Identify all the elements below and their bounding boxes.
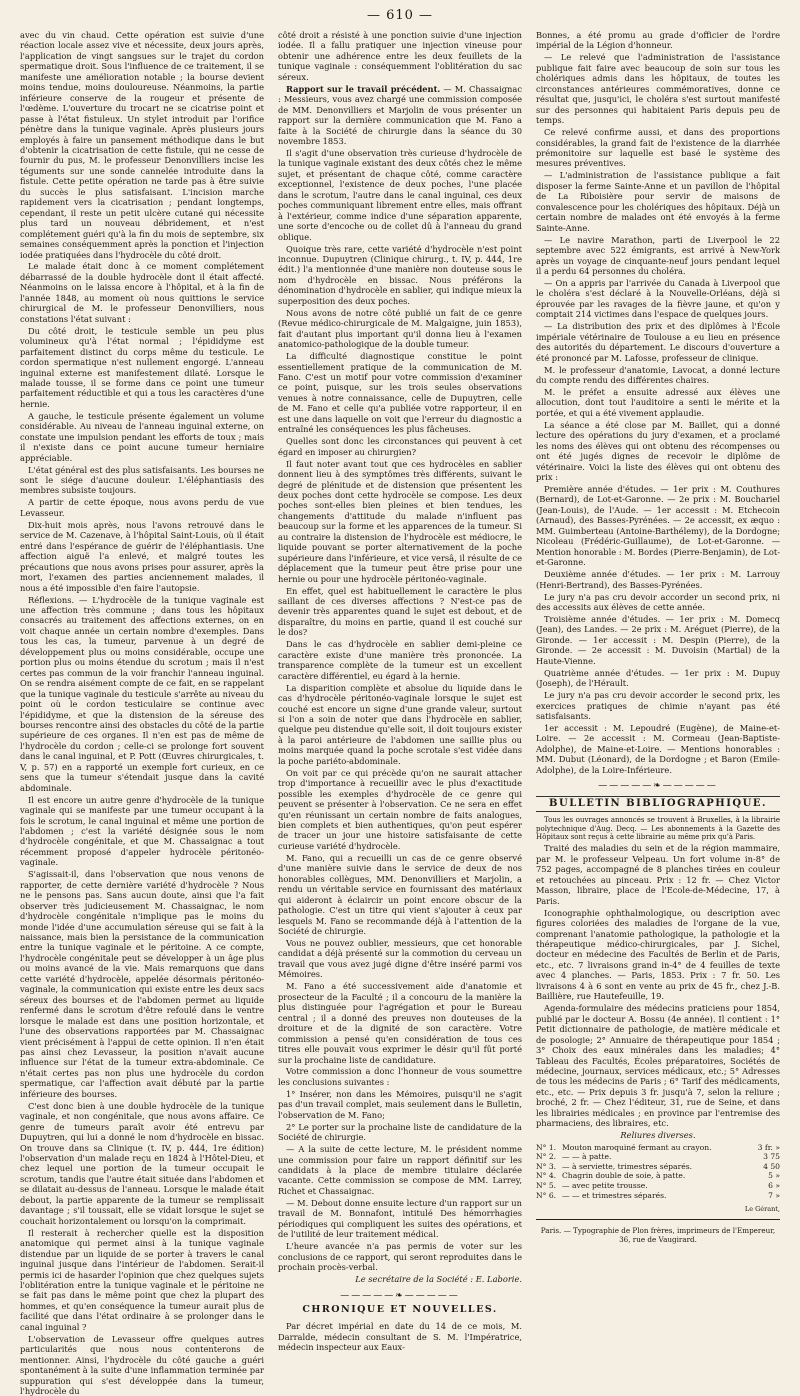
ornament-divider: —————❧————— [340, 1290, 460, 1301]
paragraph: Bonnes, a été promu au grade d'officier de l'ordre impérial de la Légion d'honneur. [536, 30, 780, 51]
paragraph: Par décret impérial en date du 14 de ce mois, M. Darralde, médecin consultant de S. M. l'Impératrice, médecin inspecteur aux Eaux- [278, 1321, 522, 1353]
bulletin-item: Traité des maladies du sein et de la région mammaire, par M. le professeur Velpeau. Un fort volume in-8° de 752 pages, accompagné de 8 planches tirées en couleur et retouchées au pinceau. Prix : 12 fr. — Chez Victor Masson, libraire, place de l'Ecole-de-Médecine, 17, à Paris. [536, 843, 780, 906]
paragraph: S'agissait-il, dans l'observation que nous venons de rapporter, de cette dernière variété d'hydrocèle ? Nous ne le pensons pas. Sans aucun doute, ainsi que l'a fait observer très judicieusement M. Chassaignac, le nom d'hydrocèle congénitale n'implique pas le moins du monde l'idée d'une accumulation séreuse qui se fait à la naissance, mais bien la persistance de la communication entre la tunique vaginale et le péritoine. A ce compte, l'hydrocèle congénitale peut se développer à un âge plus ou moins avancé de la vie. Mais remarquons que dans cette variété d'hydrocèle, appelée désormais péritonéo-vaginale, la communication qui existe entre les deux sacs séreux des bourses et de l'abdomen permet au liquide renfermé dans le scrotum d'être refoulé dans le ventre lorsque le malade est dans une position horizontale, et l'une des observations rapportées par M. Chassaignac vient précisément à l'appui de cette opinion. Il n'en était pas ainsi chez Levasseur, la position n'avait aucune influence sur l'état de la tumeur extra-abdominale. Ce n'était certes pas non plus une hydrocèle du cordon spermatique, car l'affection avait débuté par la partie inférieure des bourses. [20, 869, 264, 1099]
report-text: — M. Chassaignac : Messieurs, vous avez chargé une commission composée de MM. Denonvilliers et Marjolin de vous présenter un rapport sur la dernière communication que M. Fano a faite à la Société de chirurgie dans la séance du 30 novembre 1853. [278, 83, 522, 147]
paragraph: Il resterait à rechercher quelle est la disposition anatomique qui permet ainsi à la tunique vaginale distendue par un liquide de se porter à travers le canal inguinal jusque dans l'intérieur de l'abdomen. Serait-il permis ici de hasarder l'opinion que chez quelques sujets l'oblitération entre la tunique vaginale et le péritoine ne se fait pas dans le même point que chez la plupart des hommes, et qu'en conséquence la tumeur aurait plus de facilité que dans l'état ordinaire à se prolonger dans le canal inguinal ? [20, 1227, 264, 1332]
paragraph: Quatrième année d'études. — 1er prix : M. Dupuy (Joseph), de l'Hérault. [536, 667, 780, 689]
bulletin-note: Tous les ouvrages annoncés se trouvent à Bruxelles, à la librairie polytechnique d'Aug. Decq. — Les abonnements à la Gazette des Hôpitaux sont reçus à cette librairie au même prix qu'à Paris. [536, 816, 780, 842]
gerant-label: Le Gérant, [744, 1205, 780, 1214]
paragraph: côté droit a résisté à une ponction suivie d'une injection iodée. Il a fallu pratiquer une injection vineuse pour obtenir une adhérence entre les deux feuillets de la tunique vaginale : conséquemment l'oblitération du sac séreux. [278, 30, 522, 82]
columns [20, 30, 780, 1396]
divider [536, 1219, 780, 1220]
paragraph: Deuxième année d'études. — 1er prix : M. Larrouy (Henri-Bertrand), des Basses-Pyrénées. [536, 569, 780, 590]
paragraph: Le jury n'a pas cru devoir accorder un second prix, ni des accessits aux élèves de cette année. [536, 591, 780, 613]
column-1 [20, 30, 264, 1396]
paragraph: Ce relevé confirme aussi, et dans des proportions considérables, la grand fait de l'existence de la diarrhée prémonitoire sur laquelle est basé le système des mesures préventives. [536, 127, 780, 169]
paragraph: — M. Debout donne ensuite lecture d'un rapport sur un travail de M. Bonnafont, intitulé Des hémorrhagies périodiques qui compliquent les suites des opérations, et de l'utilité de leur traitement médical. [278, 1197, 522, 1240]
reliures-title: Reliures diverses. [620, 1130, 696, 1141]
paragraph: Il est encore un autre genre d'hydrocèle de la tunique vaginale qui se manifeste par une tumeur occupant à la fois le scrotum, le canal inguinal et même une portion de l'abdomen ; c'est la variété désignée sous le nom d'hydrocèle congénitale, et que M. Chassaignac a tout récemment proposé d'appeler hydrocèle péritonéo-vaginale. [20, 794, 264, 868]
paragraph: C'est donc bien à une double hydrocèle de la tunique vaginale, et non congénitale, que nous avons affaire. Ce genre de tumeurs paraît avoir été entrevu par Dupuytren, qui lui a donné le nom d'hydrocèle en bissac. On trouve dans sa Clinique (t. IV, p. 444, 1re édition) l'observation d'un malade reçu en 1824 à l'Hôtel-Dieu, et chez lequel une portion de la tumeur occupait le scrotum, tandis que l'autre était située dans l'abdomen et se dilatait au-dessus de l'anneau. Lorsque le malade était debout, la partie apparente de la tumeur se remplissait davantage ; s'il toussait, elle se vidait lorsque le sujet se couchait horizontalement ou lorsqu'on la comprimait. [20, 1100, 264, 1226]
column-2 [278, 30, 522, 1353]
paragraph: La disparition complète et absolue du liquide dans le cas d'hydrocèle péritonéo-vaginale lorsque le sujet est couché est encore un signe d'une grande valeur, surtout si l'on a soin de noter que dans l'hydrocèle en sablier, quelque peu distendue qu'elle soit, il doit toujours exister à la paroi antérieure de l'abdomen une saillie plus ou moins marquée quand la poche scrotale s'est vidée dans la poche pariéto-abdominale. [278, 682, 522, 766]
table-row: N° 4. Chagrin double de soie, à patte. 5 » [536, 1171, 780, 1181]
paragraph: M. le professeur d'anatomie, Lavocat, a donné lecture du compte rendu des différentes chaires. [536, 364, 780, 385]
paragraph: Quelles sont donc les circonstances qui peuvent à cet égard en imposer au chirurgien? [278, 436, 522, 457]
ornament-divider: —————❧————— [598, 781, 718, 792]
paragraph: On voit par ce qui précède qu'on ne saurait attacher trop d'importance à recueillir avec le plus d'exactitude possible les exemples d'hydrocèle de ce genre qui peuvent se présenter à l'observation. Ce ne sera en effet qu'en réunissant un certain nombre de faits analogues, bien complets et bien authentiques, qu'on peut espérer de tracer un jour une histoire satisfaisante de cette curieuse variété d'hydrocèle. [278, 767, 522, 851]
paragraph: Vous ne pouvez oublier, messieurs, que cet honorable candidat a déjà présenté sur la commotion du cerveau un travail que vous avez jugé digne d'être inséré parmi vos Mémoires. [278, 938, 522, 980]
paragraph: — On a appris par l'arrivée du Canada à Liverpool que le choléra s'est déclaré à la Nouvelle-Orléans, déjà si éprouvée par les ravages de la fièvre jaune, et qu'on y comptait 214 victimes dans l'espace de quelques jours. [536, 277, 780, 320]
paragraph: Il faut noter avant tout que ces hydrocèles en sablier donnent lieu à des symptômes très différents, suivant le degré de plénitude et de distension que présentent les deux poches dont cette hydrocèle se compose. Les deux poches sont-elles bien pleines et bien tendues, les changements d'attitude du malade n'influent pas beaucoup sur la forme et les apparences de la tumeur. Si au contraire la distension de l'hydrocèle est médiocre, le liquide pouvant se porter alternativement de la poche supérieure dans l'inférieure, et vice versâ, il résulte de ce déplacement que la tumeur peut être prise pour une hernie ou pour une hydrocèle péritonéo-vaginale. [278, 458, 522, 584]
paragraph: avec du vin chaud. Cette opération est suivie d'une réaction locale assez vive et nécessite, deux jours après, l'application de vingt sangsues sur le trajet du cordon spermatique droit. Sous l'influence de ce traitement, il se manifeste une amélioration notable ; la bourse devient moins tendue, moins douloureuse. Néanmoins, la partie inférieure conserve de la rougeur et présente de l'œdème. L'ouverture du trocart ne se cicatrise point et passe à l'état fistuleux. Un stylet introduit par l'orifice pénètre dans la tunique vaginale. Après plusieurs jours employés à faire un pansement méthodique dans le but d'obtenir la cicatrisation de cette fistule, qui ne cesse de fournir du pus, M. le professeur Denonvilliers incise les téguments sur une sonde cannelée introduite dans la fistule. Cette petite opération ne tarde pas à être suivie du succès le plus satisfaisant. L'incision marche rapidement vers la cicatrisation ; pendant longtemps, cependant, il reste un petit ulcère cutané qui nécessite plus tard un nouveau débridement, et n'est complétement guéri qu'à la fin du mois de septembre, six semaines conséquemment après la ponction et l'injection iodée pratiquées dans l'hydrocèle du côté droit. [20, 30, 264, 260]
paragraph: 1° Insérer, non dans les Mémoires, puisqu'il ne s'agit pas d'un travail complet, mais seulement dans le Bulletin, l'observation de M. Fano; [278, 1088, 522, 1120]
report-paragraph [278, 84, 522, 147]
reliures-table [536, 1143, 780, 1201]
paragraph: L'heure avancée n'a pas permis de voter sur les conclusions de ce rapport, qui seront reproduites dans le prochain procès-verbal. [278, 1241, 522, 1273]
column-3 [536, 30, 780, 1244]
table-row: N° 1. Mouton maroquiné fermant au crayon. 3 fr. » [536, 1142, 780, 1152]
paragraph: Dans le cas d'hydrocèle en sablier demi-pleine ce caractère existe d'une manière très prononcée. La transparence complète de la tumeur est un excellent caractère différentiel, eu égard à la hernie. [278, 639, 522, 681]
paragraph: Réflexions. — L'hydrocèle de la tunique vaginale est une affection très commune ; dans tous les hôpitaux consacrés au traitement des affections externes, on en voit chaque année un certain nombre d'exemples. Dans tous les cas, la tumeur, parvenue à un degré de développement plus ou moins considérable, occupe une portion plus ou moins étendue du scrotum ; mais il n'est certes pas commun de la voir franchir l'anneau inguinal. On se rendra aisément compte de ce fait, en se rappelant que la tunique vaginale du testicule s'arrête au niveau du point où le cordon testiculaire se continue avec l'épididyme, et que la distension de la séreuse des bourses rencontre ainsi des obstacles du côté de la partie supérieure de ces organes. Il n'en est pas de même de l'hydrocèle du cordon ; celle-ci se prolonge fort souvent dans le canal inguinal, et P. Pott (Œuvres chirurgicales, t. V, p. 57) en a rapporté un exemple fort curieux, en ce sens que la tumeur s'étendait jusque dans la cavité abdominale. [20, 594, 264, 793]
paragraph: Première année d'études. — 1er prix : M. Couthures (Bernard), de Lot-et-Garonne. — 2e prix : M. Bouchariel (Jean-Louis), de l'Aude. — 1er accessit : M. Etchecoin (Arnaud), des Basses-Pyrénées. — 2e accessit, ex æquo : MM. Guimberteau (Antoine-Barthélemy), de la Dordogne; Nicoleau (Frédéric-Guillaume), de Lot-et-Garonne. — Mention honorable : M. Bordes (Pierre-Benjamin), de Lot-et-Garonne. [536, 484, 780, 568]
paragraph: M. le préfet a ensuite adressé aux élèves une allocution, dont tout l'auditoire a senti le mérite et la portée, et qui a été vivement applaudie. [536, 386, 780, 418]
bulletin-item: Iconographie ophthalmologique, ou description avec figures coloriées des maladies de l'organe de la vue, comprenant l'anatomie pathologique, la pathologie et la thérapeutique médico-chirurgicales, par J. Sichel, docteur en médecine des Facultés de Berlin et de Paris, etc., etc. 7 livraisons grand in-4° de 4 feuilles de texte avec 4 planches. — Paris, 1853. Prix : 7 fr. 50. Les livraisons 4 à 6 sont en vente au prix de 45 fr., chez J.-B. Baillière, rue Hautefeuille, 19. [536, 907, 780, 1002]
table-row: N° 5. — avec petite trousse. 6 » [536, 1181, 780, 1191]
paragraph: La séance a été close par M. Baillet, qui a donné lecture des opérations du jury d'examen, et a proclamé les noms des élèves qui ont obtenu des récompenses ou ont été jugés dignes de recevoir le diplôme de vétérinaire. Voici la liste des élèves qui ont obtenu des prix : [536, 419, 780, 483]
paragraph: Votre commission a donc l'honneur de vous soumettre les conclusions suivantes : [278, 1066, 522, 1087]
paragraph: L'observation de Levasseur offre quelques autres particularités que nous nous contenterons de mentionner. Ainsi, l'hydrocèle du côté gauche a guéri spontanément à la suite d'une inflammation terminée par suppuration qui s'est développée dans la tumeur, l'hydrocèle du [20, 1333, 264, 1396]
paragraph: 1er accessit : M. Lepoudré (Eugène), de Maine-et-Loire. — 2e accessit : M. Cormeau (Jean-Baptiste-Adolphe), de Maine-et-Loire. — Mentions honorables : MM. Dubut (Léonard), de la Dordogne ; et Baron (Emile-Adolphe), de la Loire-Inférieure. [536, 723, 780, 775]
bulletin-item: Agenda-formulaire des médecins praticiens pour 1854, publié par le docteur A. Bossu (4e année). Il contient : 1° Petit dictionnaire de pathologie, de matière médicale et de posologie; 2° Annuaire de thérapeutique pour 1854 ; 3° Choix des eaux minérales dans les maladies; 4° Tableau des Facultés, Écoles préparatoires, Sociétés de médecine, journaux, services médicaux, etc.; 5° Adresses de tous les médecins de Paris ; 6° Tarif des médicaments, etc., etc. — Prix depuis 3 fr. jusqu'à 7, selon la reliure ; broché, 2 fr. — Chez l'éditeur, 31, rue de Seine, et dans les librairies médicales ; en province par l'entremise des pharmaciens, des libraires, etc. [536, 1003, 780, 1129]
table-row: N° 3. — à serviette, trimestres séparés. 4 50 [536, 1161, 780, 1171]
paragraph: — La distribution des prix et des diplômes à l'École impériale vétérinaire de Toulouse a eu lieu en présence des autorités du département. Le discours d'ouverture a été prononcé par M. Lafosse, professeur de clinique. [536, 321, 780, 363]
paragraph: — Le navire Marathon, parti de Liverpool le 22 septembre avec 522 émigrants, est arrivé à New-York après un voyage de cinquante-neuf jours pendant lequel il a perdu 64 personnes du choléra. [536, 234, 780, 276]
paragraph: Troisième année d'études. — 1er prix : M. Domecq (Jean), des Landes. — 2e prix : M. Aréguet (Pierre), de la Gironde. — 1er accessit : M. Despin (Pierre), de la Gironde. — 2e accessit : M. Duvoisin (Martial) de la Haute-Vienne. [536, 613, 780, 666]
paragraph: Le malade était donc à ce moment complétement débarrassé de la double hydrocèle dont il était affecté. Néanmoins on le laissa encore à l'hôpital, et à la fin de l'année 1848, au moment où nous quittions le service chirurgical de M. le professeur Denonvilliers, nous constations l'état suivant : [20, 261, 264, 324]
paragraph: Dix-huit mois après, nous l'avons retrouvé dans le service de M. Cazenave, à l'hôpital Saint-Louis, où il était entré dans l'espérance de guérir de l'éléphantiasis. Une affection aiguë l'a enlevé, et malgré toutes les précautions que nous avons prises pour assurer, après la mort, l'examen des parties anciennement malades, il nous a été impossible d'en faire l'autopsie. [20, 519, 264, 593]
paragraph: A gauche, le testicule présente également un volume considérable. Au niveau de l'anneau inguinal externe, on constate une impulsion pendant les efforts de toux ; mais il n'existe dans ce point aucune tumeur herniaire appréciable. [20, 410, 264, 463]
paragraph: Nous avons de notre côté publié un fait de ce genre (Revue médico-chirurgicale de M. Malgaigne, juin 1853), fait d'autant plus important qu'il donna lieu à l'examen anatomico-pathologique de la double tumeur. [278, 307, 522, 350]
paragraph: M. Fano a été successivement aide d'anatomie et prosecteur de la Faculté ; il a concouru de la manière la plus distinguée pour l'agrégation et pour le Bureau central ; il a donné des preuves non douteuses de la droiture et de la dignité de son caractère. Votre commission a pensé qu'en considération de tous ces titres elle pouvait vous exprimer le désir qu'il fût porté sur la prochaine liste de candidature. [278, 981, 522, 1065]
report-title: Rapport sur le travail précédent. [286, 83, 441, 94]
paragraph: — Le relevé que l'administration de l'assistance publique fait faire avec beaucoup de soin sur tous les cholériques admis dans les hôpitaux, de toutes les circonstances antérieures commémoratives, donne ce résultat que, jusqu'ici, le choléra s'est surtout manifesté sur des personnes qui habitaient Paris depuis peu de temps. [536, 52, 780, 126]
table-row: N° 6. — — et trimestres séparés. 7 » [536, 1190, 780, 1200]
paragraph: En effet, quel est habituellement le caractère le plus saillant de ces diverses affections ? N'est-ce pas de devenir très apparentes quand le sujet est debout, et de disparaître, du moins en partie, quand il est couché sur le dos? [278, 585, 522, 638]
paragraph: Le jury n'a pas cru devoir accorder le second prix, les exercices pratiques de chimie n'ayant pas été satisfaisants. [536, 690, 780, 722]
paragraph: L'état général est des plus satisfaisants. Les bourses ne sont le siége d'aucune douleur. L'éléphantiasis des membres subsiste toujours. [20, 464, 264, 496]
paragraph: 2° Le porter sur la prochaine liste de candidature de la Société de chirurgie. [278, 1121, 522, 1143]
paragraph: Quoique très rare, cette variété d'hydrocèle n'est point inconnue. Dupuytren (Clinique chirurg., t. IV, p. 444, 1re édit.) l'a mentionnée d'une manière non douteuse sous le nom d'hydrocèle en bissac. Nous préférons la dénomination d'hydrocèle en sablier, qui indique mieux la superposition des deux poches. [278, 243, 522, 306]
paragraph: La difficulté diagnostique constitue le point essentiellement pratique de la communication de M. Fano. C'est un motif pour votre commission d'examiner ce point, puisque, sur les trois seules observations venues à notre connaissance, celle de Dupuytren, celle de M. Fano et celle qu'a publiée votre rapporteur, il en est une dans laquelle on voit que l'erreur du diagnostic a entraîné les conséquences les plus fâcheuses. [278, 351, 522, 435]
paragraph: Du côté droit, le testicule semble un peu plus volumineux qu'à l'état normal ; l'épididyme est parfaitement distinct du corps même du testicule. Le cordon spermatique n'est nullement engorgé. L'anneau inguinal externe est manifestement dilaté. Lorsque le malade tousse, il se forme dans ce point une tumeur parfaitement réductible et qui a tous les caractères d'une hernie. [20, 325, 264, 409]
paragraph: — A la suite de cette lecture, M. le président nomme une commission pour faire un rapport définitif sur les candidats à la place de membre titulaire déclarée vacante. Cette commission se compose de MM. Larrey, Richet et Chassaignac. [278, 1144, 522, 1196]
table-row: N° 2. — — à patte. 3 75 [536, 1152, 780, 1162]
paragraph: Il s'agit d'une observation très curieuse d'hydrocèle de la tunique vaginale existant des deux côtés chez le même sujet, et présentant de chaque côté, comme caractère exceptionnel, l'existence de deux poches, l'une placée dans le scrotum, l'autre dans le canal inguinal, ces deux poches communiquant librement entre elles, mais offrant à l'extérieur, comme indice d'une séparation apparente, une sorte d'encoche ou de collet dû à l'anneau du grand oblique. [278, 147, 522, 242]
paragraph: A partir de cette époque, nous avons perdu de vue Levasseur. [20, 497, 264, 518]
paragraph: — L'administration de l'assistance publique a fait disposer la ferme Sainte-Anne et un pavillon de l'hôpital de La Riboisière pour servir de maisons de convalescence pour les cholériques des hôpitaux. Déjà un certain nombre de malades ont été envoyés à la ferme Sainte-Anne. [536, 170, 780, 233]
printer-imprint: Paris. — Typographie de Plon frères, imprimeurs de l'Empereur, 36, rue de Vaugirard. [540, 1225, 776, 1244]
section-title: CHRONIQUE ET NOUVELLES. [302, 1303, 498, 1315]
page-number: — 610 — [366, 8, 434, 23]
bulletin-title: BULLETIN BIBLIOGRAPHIQUE. [536, 796, 780, 812]
signature: Le secrétaire de la Société : E. Laborie. [355, 1274, 522, 1285]
paragraph: M. Fano, qui a recueilli un cas de ce genre observé d'une manière suivie dans le service de deux de nos honorables collègues, MM. Denonvilliers et Marjolin, a rendu un véritable service en fournissant des matériaux qui aideront à éclaircir un point encore obscur de la pathologie. C'est un titre qui vient s'ajouter à ceux par lesquels M. Fano se recommande déjà à l'attention de la Société de chirurgie. [278, 852, 522, 937]
